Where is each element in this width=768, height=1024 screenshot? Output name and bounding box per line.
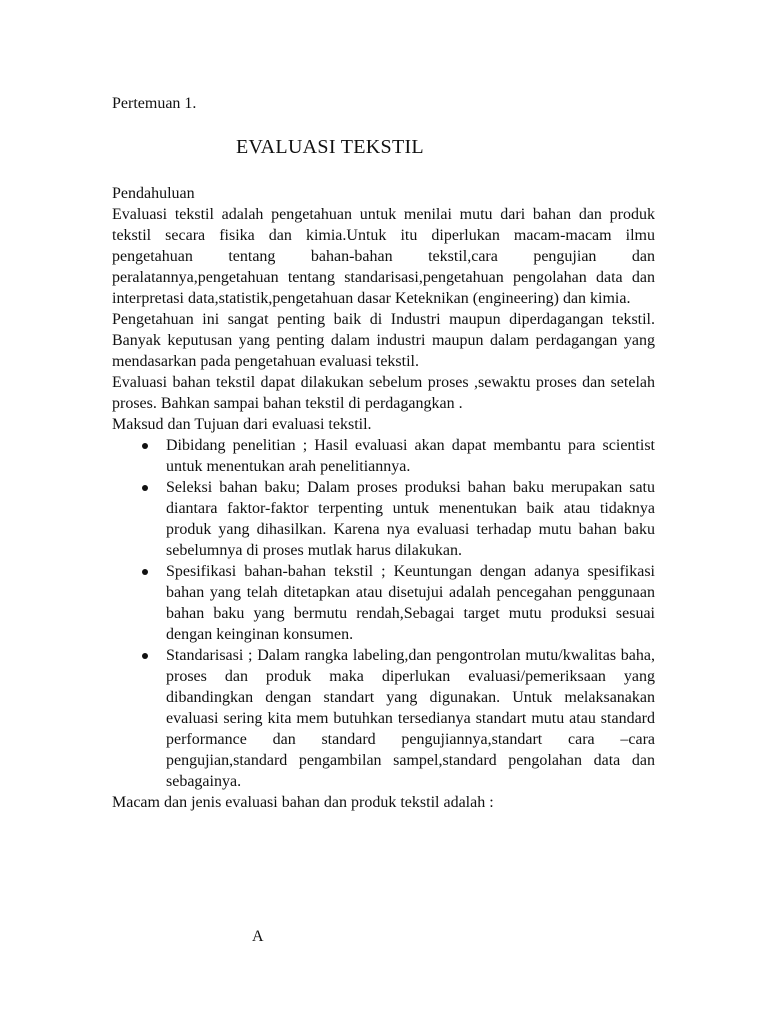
list-item xyxy=(112,435,655,477)
list-item xyxy=(112,645,655,792)
bullet-icon xyxy=(142,485,148,491)
list-item-text: Seleksi bahan baku; Dalam proses produksi bahan baku merupakan satu diantara faktor-faktor terpenting untuk menentukan baik atau tidaknya produk yang dihasilkan. Karena nya evaluasi terhadap mutu bahan baku sebelumnya di proses mutlak harus dilakukan. xyxy=(166,479,655,559)
section-heading: Pendahuluan xyxy=(112,185,195,202)
paragraph-importance: Pengetahuan ini sangat penting baik di Industri maupun diperdagangan tekstil. Banyak keputusan yang penting dalam industri maupun dalam perdagangan yang mendasarkan pada pengetahuan evaluasi tekstil. xyxy=(112,311,655,370)
purpose-list xyxy=(112,435,655,792)
bullet-icon xyxy=(142,443,148,449)
purpose-heading: Maksud dan Tujuan dari evaluasi tekstil. xyxy=(112,416,372,433)
document-body xyxy=(112,183,655,813)
list-item-text: Dibidang penelitian ; Hasil evaluasi akan dapat membantu para scientist untuk menentukan arah penelitiannya. xyxy=(166,437,655,475)
list-item-text: Standarisasi ; Dalam rangka labeling,dan pengontrolan mutu/kwalitas baha, proses dan produk maka diperlukan evaluasi/pemeriksaan yang dibandingkan dengan standart yang digunakan. Untuk melaksanakan evaluasi sering kita mem butuhkan tersedianya standart mutu atau standard performance dan standard pengujiannya,standart cara –cara pengujian,standard pengambilan sampel,standard pengolahan data dan sebagainya. xyxy=(166,647,655,790)
list-item xyxy=(112,561,655,645)
paragraph-timing: Evaluasi bahan tekstil dapat dilakukan sebelum proses ,sewaktu proses dan setelah proses. Bahkan sampai bahan tekstil di perdagangkan . xyxy=(112,374,655,412)
meeting-label: Pertemuan 1. xyxy=(112,95,197,112)
paragraph-definition: Evaluasi tekstil adalah pengetahuan untuk menilai mutu dari bahan dan produk tekstil secara fisika dan kimia.Untuk itu diperlukan macam-macam ilmu pengetahuan tentang bahan-bahan tekstil,cara pengujian dan peralatannya,pengetahuan tentang standarisasi,pengetahuan pengolahan data dan interpretasi data,statistik,pengetahuan dasar Keteknikan (engineering) dan kimia. xyxy=(112,206,655,307)
section-letter: A xyxy=(252,928,264,945)
bullet-icon xyxy=(142,569,148,575)
document-title: EVALUASI TEKSTIL xyxy=(236,136,424,158)
bullet-icon xyxy=(142,653,148,659)
closing-line: Macam dan jenis evaluasi bahan dan produk tekstil adalah : xyxy=(112,794,494,811)
list-item-text: Spesifikasi bahan-bahan tekstil ; Keuntungan dengan adanya spesifikasi bahan yang telah ditetapkan atau disetujui adalah pencegahan penggunaan bahan baku yang bermutu rendah,Sebagai target mutu produksi sesuai dengan keinginan konsumen. xyxy=(166,563,655,643)
list-item xyxy=(112,477,655,561)
